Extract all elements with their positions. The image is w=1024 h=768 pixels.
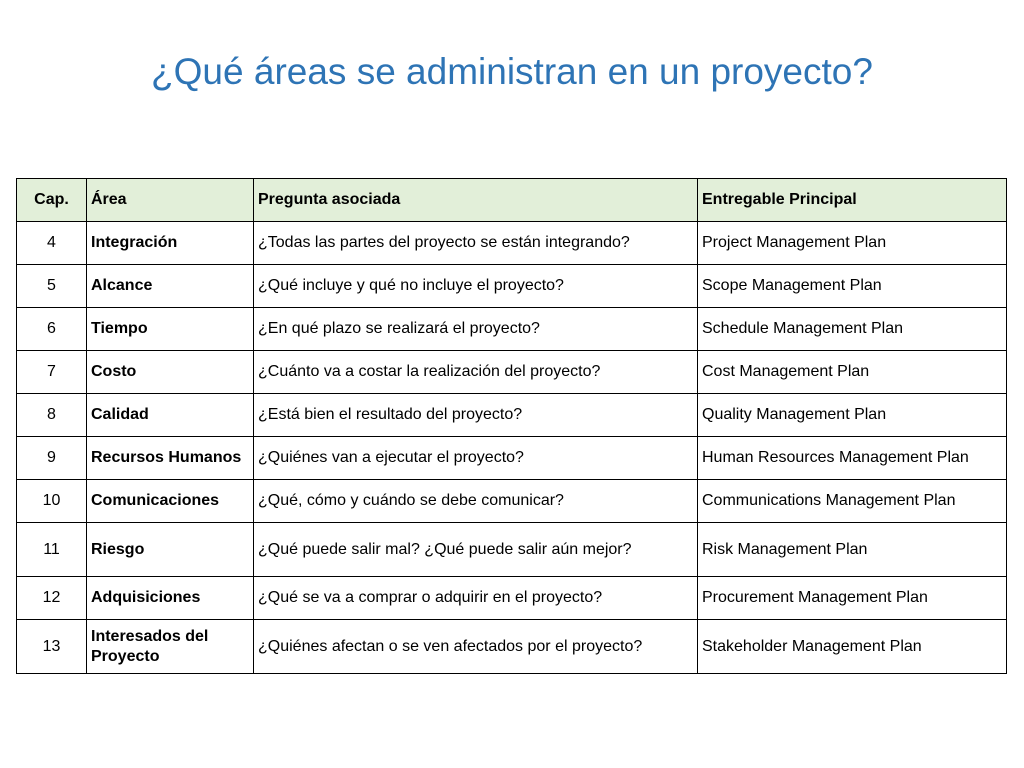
slide-title: ¿Qué áreas se administran en un proyecto? [151, 51, 873, 92]
cell-entregable: Scope Management Plan [698, 265, 1007, 308]
cell-entregable: Quality Management Plan [698, 394, 1007, 437]
table-row [17, 620, 1007, 674]
cell-cap: 8 [17, 394, 87, 437]
cell-pregunta: ¿Qué se va a comprar o adquirir en el proyecto? [254, 577, 698, 620]
cell-pregunta: ¿Cuánto va a costar la realización del proyecto? [254, 351, 698, 394]
table-row [17, 394, 1007, 437]
table-row [17, 523, 1007, 577]
cell-cap: 6 [17, 308, 87, 351]
cell-area: Comunicaciones [87, 480, 254, 523]
table-row [17, 308, 1007, 351]
cell-cap: 7 [17, 351, 87, 394]
cell-entregable: Human Resources Management Plan [698, 437, 1007, 480]
cell-area: Adquisiciones [87, 577, 254, 620]
cell-entregable: Schedule Management Plan [698, 308, 1007, 351]
areas-table [16, 178, 1007, 674]
cell-cap: 11 [17, 523, 87, 577]
cell-pregunta: ¿Qué puede salir mal? ¿Qué puede salir aún mejor? [254, 523, 698, 577]
cell-area: Riesgo [87, 523, 254, 577]
cell-cap: 5 [17, 265, 87, 308]
cell-cap: 12 [17, 577, 87, 620]
table-row [17, 437, 1007, 480]
cell-area: Recursos Humanos [87, 437, 254, 480]
table-row [17, 480, 1007, 523]
cell-cap: 13 [17, 620, 87, 674]
cell-entregable: Project Management Plan [698, 222, 1007, 265]
cell-pregunta: ¿En qué plazo se realizará el proyecto? [254, 308, 698, 351]
header-cap: Cap. [17, 179, 87, 222]
cell-entregable: Communications Management Plan [698, 480, 1007, 523]
cell-entregable: Risk Management Plan [698, 523, 1007, 577]
cell-pregunta: ¿Qué, cómo y cuándo se debe comunicar? [254, 480, 698, 523]
header-entregable: Entregable Principal [698, 179, 1007, 222]
cell-area: Interesados del Proyecto [87, 620, 254, 674]
cell-area: Calidad [87, 394, 254, 437]
header-area: Área [87, 179, 254, 222]
cell-pregunta: ¿Quiénes afectan o se ven afectados por el proyecto? [254, 620, 698, 674]
table-row [17, 577, 1007, 620]
cell-area: Integración [87, 222, 254, 265]
cell-cap: 9 [17, 437, 87, 480]
cell-pregunta: ¿Todas las partes del proyecto se están integrando? [254, 222, 698, 265]
cell-pregunta: ¿Está bien el resultado del proyecto? [254, 394, 698, 437]
cell-cap: 4 [17, 222, 87, 265]
cell-area: Costo [87, 351, 254, 394]
cell-entregable: Procurement Management Plan [698, 577, 1007, 620]
cell-pregunta: ¿Quiénes van a ejecutar el proyecto? [254, 437, 698, 480]
cell-entregable: Stakeholder Management Plan [698, 620, 1007, 674]
table-header-row [17, 179, 1007, 222]
header-pregunta: Pregunta asociada [254, 179, 698, 222]
cell-area: Alcance [87, 265, 254, 308]
table-row [17, 351, 1007, 394]
table-row [17, 265, 1007, 308]
cell-entregable: Cost Management Plan [698, 351, 1007, 394]
table-row [17, 222, 1007, 265]
cell-cap: 10 [17, 480, 87, 523]
cell-pregunta: ¿Qué incluye y qué no incluye el proyecto? [254, 265, 698, 308]
cell-area: Tiempo [87, 308, 254, 351]
